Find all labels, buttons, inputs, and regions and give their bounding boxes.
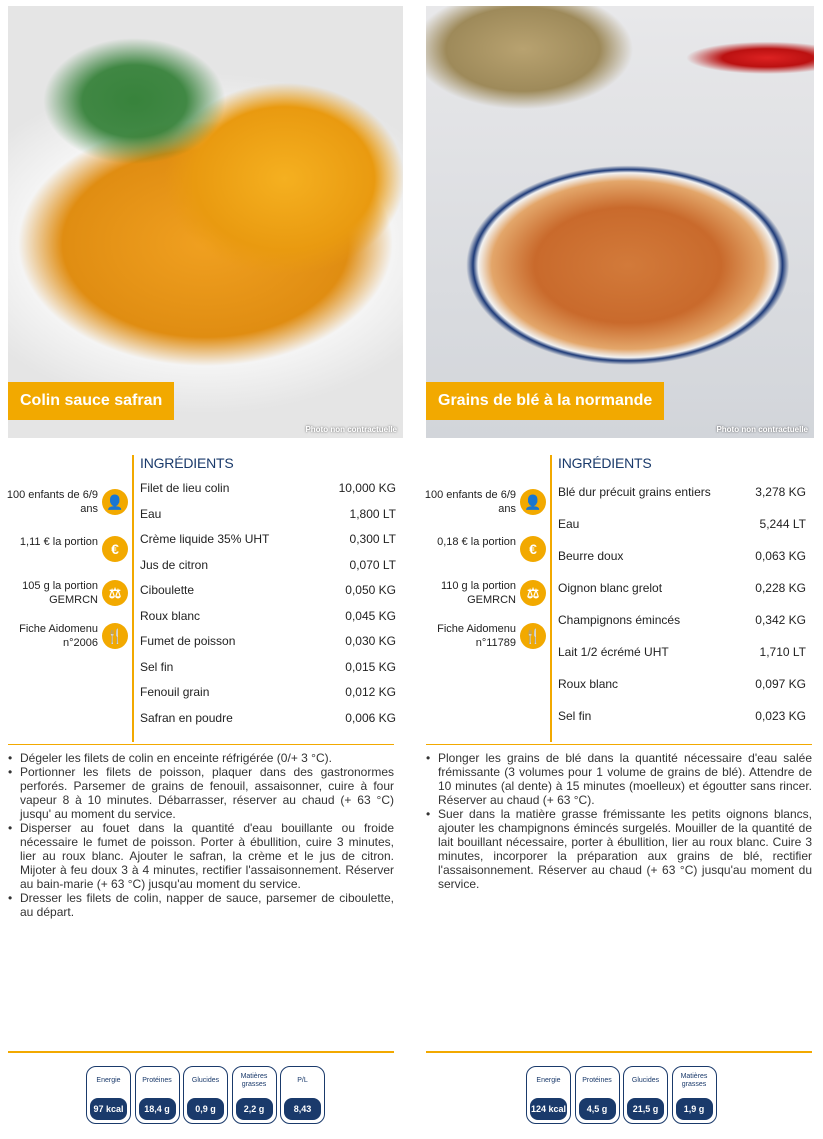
- nutrition-value: 97 kcal: [90, 1098, 127, 1120]
- step-item: • Portionner les filets de poisson, plaquer dans des gastronormes perforés. Parsemer de grains de fenouil, assaisonner, cuire à four vapeur 8 à 10 minutes. Débarrasser, réserver au chaud (+ 63 °C) jusqu' au moment du service.: [8, 765, 394, 821]
- recipe-title: Colin sauce safran: [8, 382, 174, 420]
- nutrition-badge: [232, 1066, 277, 1124]
- dish-photo: [8, 6, 403, 438]
- nutrition-badge: [623, 1066, 668, 1124]
- nutrition-label: Energie: [536, 1077, 561, 1084]
- divider: [550, 455, 552, 742]
- nutrition-value: 2,2 g: [236, 1098, 273, 1120]
- euro-icon: €: [102, 536, 128, 562]
- ingredients-heading: INGRÉDIENTS: [558, 455, 652, 471]
- ingredient-row: [140, 685, 396, 705]
- ingredient-row: [140, 481, 396, 501]
- ingredient-quantity: 0,097 KG: [755, 677, 806, 691]
- nutrition-badge: [575, 1066, 620, 1124]
- nutrition-value: 18,4 g: [139, 1098, 176, 1120]
- person-icon: 👤: [520, 489, 546, 515]
- info-text: 100 enfants de 6/9 ans: [424, 489, 516, 515]
- info-portion: [426, 579, 546, 615]
- ingredient-name: Ciboulette: [140, 583, 195, 597]
- person-icon: 👤: [102, 489, 128, 515]
- ingredient-name: Champignons émincés: [558, 613, 681, 627]
- ingredient-quantity: 1,710 LT: [759, 645, 806, 659]
- ingredient-row: [140, 711, 396, 731]
- ingredient-name: Crème liquide 35% UHT: [140, 532, 270, 546]
- ingredient-name: Roux blanc: [140, 608, 201, 623]
- nutrition-label: Matières grasses: [680, 1073, 708, 1088]
- recipe-card-colin: [8, 0, 403, 1139]
- nutrition-badge: [280, 1066, 325, 1124]
- info-servings: [8, 488, 128, 524]
- nutrition-label: P/L: [297, 1077, 308, 1084]
- nutrition-badge: [672, 1066, 717, 1124]
- ingredient-row: [140, 583, 396, 603]
- dish-photo: [426, 6, 814, 438]
- nutrition-value: 1,9 g: [676, 1098, 713, 1120]
- divider: [8, 1051, 394, 1053]
- ingredient-quantity: 0,030 KG: [345, 634, 396, 648]
- ingredient-row: [140, 609, 396, 629]
- ingredient-row: [140, 558, 396, 578]
- info-text: 110 g la portion GEMRCN: [440, 580, 516, 606]
- info-portion: [8, 579, 128, 615]
- ingredient-quantity: 0,228 KG: [755, 581, 806, 595]
- ingredient-row: [140, 532, 396, 552]
- photo-disclaimer: Photo non contractuelle: [305, 425, 397, 434]
- info-fiche: [8, 622, 128, 658]
- step-item: • Suer dans la matière grasse frémissante les petits oignons blancs, ajouter les champignons émincés surgelés. Mouiller de la quantité de lait bouillant nécessaire, porter à ébullition, lier au roux blanc. Cuire 3 minutes, incorporer la préparation aux grains de blé, rectifier l'assaisonnement. Réserver au chaud (+ 63 °C) jusqu'au moment du service.: [426, 807, 812, 891]
- info-fiche: [426, 622, 546, 658]
- ingredient-name: Sel fin: [558, 709, 592, 723]
- nutrition-badge: [183, 1066, 228, 1124]
- ingredient-name: Eau: [558, 517, 580, 531]
- ingredient-name: Oignon blanc grelot: [558, 581, 663, 595]
- scale-icon: ⚖: [102, 580, 128, 606]
- ingredient-name: Eau: [140, 506, 162, 521]
- nutrition-label: Glucides: [191, 1077, 220, 1084]
- ingredient-row: [140, 507, 396, 527]
- nutrition-value: 8,43: [284, 1098, 321, 1120]
- ingredient-quantity: 0,050 KG: [345, 583, 396, 597]
- nutrition-value: 21,5 g: [627, 1098, 664, 1120]
- step-item: • Dégeler les filets de colin en enceinte réfrigérée (0/+ 3 °C).: [8, 751, 394, 765]
- ingredient-name: Safran en poudre: [140, 710, 233, 725]
- step-item: • Dresser les filets de colin, napper de sauce, parsemer de ciboulette, au départ.: [8, 891, 394, 919]
- info-price: [8, 535, 128, 571]
- recipe-card-ble: [426, 0, 814, 1139]
- nutrition-value: 0,9 g: [187, 1098, 224, 1120]
- ingredient-row: [558, 517, 806, 537]
- info-price: [426, 535, 546, 571]
- nutrition-label: Protéines: [142, 1077, 172, 1084]
- nutrition-badge: [526, 1066, 571, 1124]
- ingredient-row: [558, 549, 806, 569]
- ingredient-quantity: 0,342 KG: [755, 613, 806, 627]
- ingredient-quantity: 0,070 LT: [349, 557, 396, 572]
- nutrition-value: 4,5 g: [579, 1098, 616, 1120]
- info-text: Fiche Aidomenu n°11789: [437, 623, 516, 649]
- preparation-steps: [8, 744, 394, 919]
- ingredient-row: [558, 581, 806, 601]
- ingredient-name: Filet de lieu colin: [140, 481, 230, 495]
- info-text: 100 enfants de 6/9 ans: [6, 489, 98, 515]
- scale-icon: ⚖: [520, 580, 546, 606]
- photo-disclaimer: Photo non contractuelle: [716, 425, 808, 434]
- nutrition-label: Energie: [96, 1077, 121, 1084]
- info-text: 1,11 € la portion: [19, 536, 98, 548]
- ingredient-row: [558, 613, 806, 633]
- info-text: Fiche Aidomenu n°2006: [19, 623, 98, 649]
- nutrition-badge: [135, 1066, 180, 1124]
- nutrition-badge: [86, 1066, 131, 1124]
- ingredient-row: [558, 709, 806, 729]
- ingredient-row: [558, 677, 806, 697]
- ingredient-quantity: 1,800 LT: [349, 506, 396, 521]
- ingredient-name: Fenouil grain: [140, 685, 210, 699]
- info-text: 0,18 € la portion: [437, 536, 516, 548]
- ingredient-quantity: 0,006 KG: [345, 710, 396, 725]
- ingredient-name: Jus de citron: [140, 557, 209, 572]
- ingredient-quantity: 0,063 KG: [755, 549, 806, 563]
- ingredient-quantity: 10,000 KG: [338, 481, 396, 495]
- ingredient-name: Roux blanc: [558, 677, 619, 691]
- ingredient-row: [140, 634, 396, 654]
- ingredient-row: [558, 485, 806, 505]
- euro-icon: €: [520, 536, 546, 562]
- ingredients-heading: INGRÉDIENTS: [140, 455, 234, 471]
- ingredient-name: Blé dur précuit grains entiers: [558, 485, 711, 499]
- ingredient-quantity: 0,015 KG: [345, 659, 396, 674]
- ingredient-quantity: 5,244 LT: [759, 517, 806, 531]
- ingredient-row: [558, 645, 806, 665]
- info-text: 105 g la portion GEMRCN: [22, 580, 98, 606]
- recipe-title: Grains de blé à la normande: [426, 382, 664, 420]
- ingredient-quantity: 0,012 KG: [345, 685, 396, 699]
- ingredient-name: Beurre doux: [558, 549, 624, 563]
- divider: [426, 1051, 812, 1053]
- nutrition-label: Matières grasses: [240, 1073, 268, 1088]
- preparation-steps: [426, 744, 812, 891]
- ingredient-row: [140, 660, 396, 680]
- step-item: • Disperser au fouet dans la quantité d'eau bouillante ou froide nécessaire le fumet de poisson. Porter à ébullition, cuire 3 minutes, lier au roux blanc. Ajouter le safran, la crème et le jus de citron. Mijoter à feu doux 3 à 4 minutes, rectifier l'assaisonnement. Réserver au bain-marie (+ 63 °C) jusqu'au moment du service.: [8, 821, 394, 891]
- cutlery-icon: 🍴: [102, 623, 128, 649]
- cutlery-icon: 🍴: [520, 623, 546, 649]
- ingredient-quantity: 0,045 KG: [345, 608, 396, 623]
- ingredient-name: Sel fin: [140, 659, 174, 674]
- divider: [132, 455, 134, 742]
- nutrition-label: Glucides: [631, 1077, 660, 1084]
- ingredient-name: Lait 1/2 écrémé UHT: [558, 645, 669, 659]
- info-servings: [426, 488, 546, 524]
- ingredient-quantity: 0,300 LT: [349, 532, 396, 546]
- step-item: • Plonger les grains de blé dans la quantité nécessaire d'eau salée frémissante (3 volumes pour 1 volume de grains de blé). Attendre de 10 minutes (al dente) à 15 minutes (moelleux) et égoutter sans rincer. Réserver au chaud (+ 63 °C).: [426, 751, 812, 807]
- ingredient-quantity: 3,278 KG: [755, 485, 806, 499]
- ingredient-name: Fumet de poisson: [140, 634, 236, 648]
- nutrition-value: 124 kcal: [530, 1098, 567, 1120]
- nutrition-label: Protéines: [582, 1077, 612, 1084]
- ingredient-quantity: 0,023 KG: [755, 709, 806, 723]
